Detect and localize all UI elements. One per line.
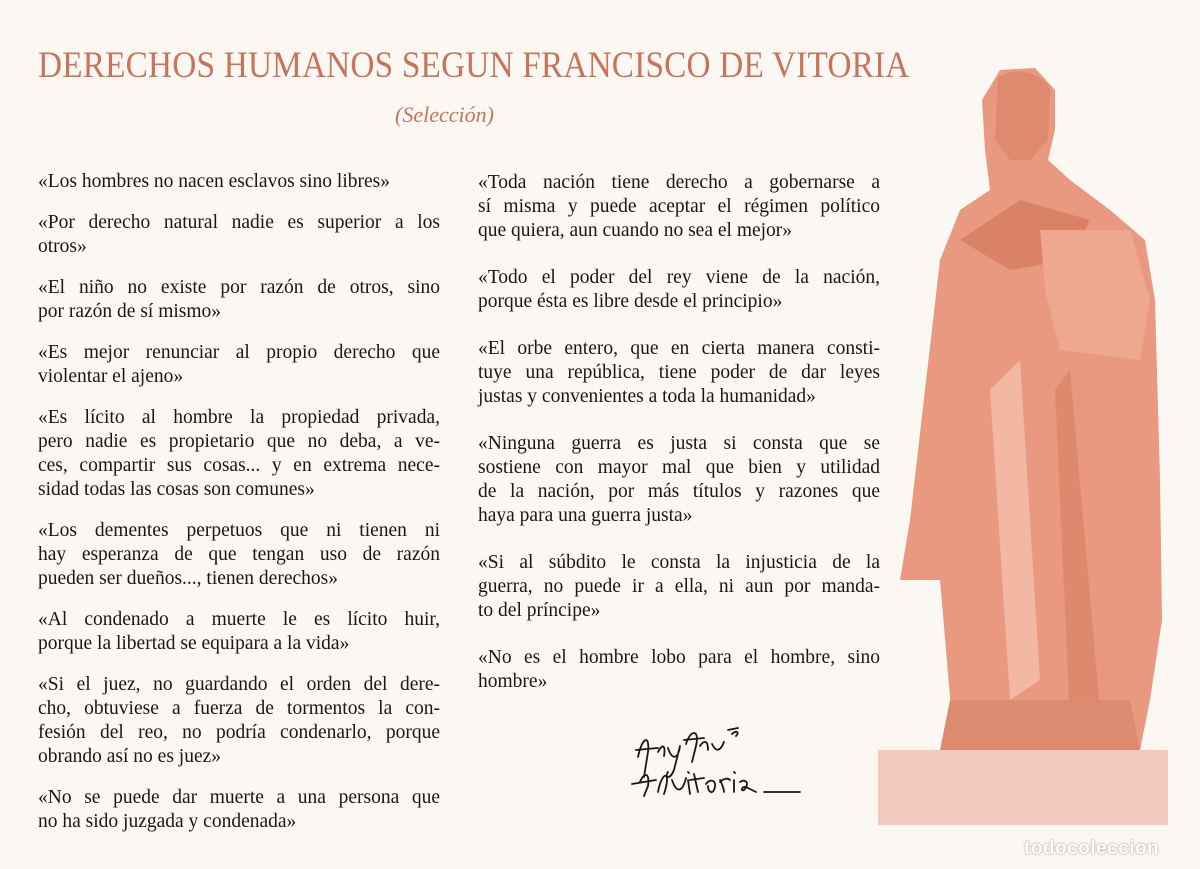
quote-line: «Si al súbdito le consta la injusticia de la (478, 552, 880, 573)
quote-line: obrando así no es juez» (38, 746, 222, 767)
quote-line: sostiene con mayor mal que bien y utilidad (478, 457, 880, 478)
quote-line: «No se puede dar muerte a una persona que (38, 787, 440, 808)
page-title: DERECHOS HUMANOS SEGUN FRANCISCO DE VITORIA (38, 45, 910, 86)
quote-line: hay esperanza de que tengan uso de razón (38, 544, 440, 565)
quote (38, 786, 440, 834)
quote-line: porque la libertad se equipara a la vida» (38, 633, 350, 654)
quote-line: «Por derecho natural nadie es superior a los (38, 212, 440, 233)
statue-image (870, 60, 1170, 830)
right-quotes-column (478, 171, 880, 717)
subtitle: (Selección) (395, 102, 494, 127)
quote-line: «El orbe entero, que en cierta manera consti- (478, 338, 880, 359)
quote (38, 341, 440, 389)
signature-image (628, 722, 808, 802)
quote-line: «Los hombres no nacen esclavos sino libres» (38, 171, 391, 192)
quote-line: por razón de sí mismo» (38, 301, 222, 322)
quote-line: «No es el hombre lobo para el hombre, sino (478, 647, 880, 668)
quote-line: otros» (38, 236, 87, 257)
quote (478, 337, 880, 409)
quote (38, 211, 440, 259)
quote-line: violentar el ajeno» (38, 366, 184, 387)
quote (38, 673, 440, 769)
quote-line: «Al condenado a muerte le es lícito huir, (38, 609, 440, 630)
quote (38, 170, 440, 194)
quote-line: de la nación, por más títulos y razones que (478, 481, 880, 502)
quote-line: «Toda nación tiene derecho a gobernarse a (478, 172, 880, 193)
statue-pedestal (878, 750, 1168, 825)
quote-line: que quiera, aun cuando no sea el mejor» (478, 220, 793, 241)
quote (478, 171, 880, 243)
quote-line: justas y convenientes a toda la humanidad» (478, 386, 816, 407)
quote-line: sí misma y puede aceptar el régimen político (478, 196, 880, 217)
quote-line: pueden ser dueños..., tienen derechos» (38, 568, 338, 589)
quote (478, 551, 880, 623)
quote-line: to del príncipe» (478, 600, 601, 621)
quote-line: tuye una república, tiene poder de dar leyes (478, 362, 880, 383)
quote-line: «Los dementes perpetuos que ni tienen ni (38, 520, 440, 541)
quote-line: fesión del reo, no podría condenarlo, porque (38, 722, 440, 743)
quote-line: ces, compartir sus cosas... y en extrema nece- (38, 455, 440, 476)
quote-line: hombre» (478, 671, 548, 692)
quote-line: no ha sido juzgada y condenada» (38, 811, 297, 832)
watermark: todocoleccion (1024, 838, 1160, 859)
quote (38, 608, 440, 656)
quote (38, 519, 440, 591)
quote (38, 406, 440, 502)
quote-line: «Ninguna guerra es justa si consta que se (478, 433, 880, 454)
quote-line: «Es lícito al hombre la propiedad privada, (38, 407, 440, 428)
quote-line: «Si el juez, no guardando el orden del dere- (38, 674, 440, 695)
quote-line: haya para una guerra justa» (478, 505, 693, 526)
quote-line: guerra, no puede ir a ella, ni aun por manda- (478, 576, 880, 597)
quote-line: porque ésta es libre desde el principio» (478, 291, 783, 312)
quote (478, 646, 880, 694)
quote-line: «Es mejor renunciar al propio derecho que (38, 342, 440, 363)
quote (478, 432, 880, 528)
quote-line: sidad todas las cosas son comunes» (38, 479, 315, 500)
left-quotes-column (38, 170, 440, 851)
quote-line: cho, obtuviese a fuerza de tormentos la con- (38, 698, 440, 719)
quote (478, 266, 880, 314)
quote-line: «Todo el poder del rey viene de la nación, (478, 267, 880, 288)
quote-line: pero nadie es propietario que no deba, a ve- (38, 431, 440, 452)
quote-line: «El niño no existe por razón de otros, sino (38, 277, 440, 298)
quote (38, 276, 440, 324)
